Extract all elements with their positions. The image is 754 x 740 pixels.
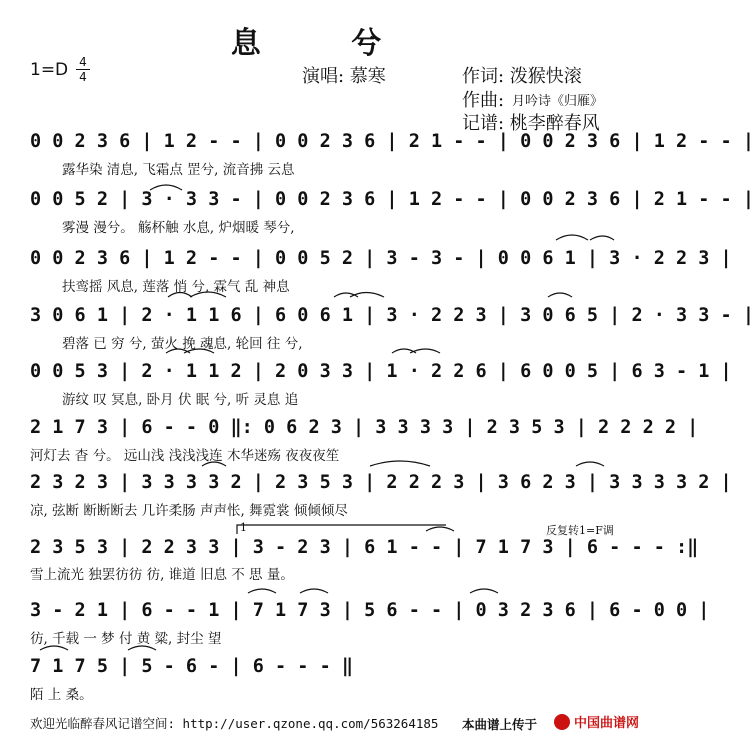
- system-4-notes: 3 0 6 1 | 2 · 1 1 6 | 6 0 6 1 | 3 · 2 2 3 | 3 0 6 5 | 2 · 3 3 - |: [30, 305, 754, 326]
- meter-bottom: 4: [79, 70, 87, 84]
- slur: [576, 462, 604, 466]
- system-8-lyrics: 雪上流光 独罢彷彷 彷, 谁道 旧息 不 思 量。: [30, 567, 294, 583]
- slur: [470, 589, 498, 593]
- logo-text: 中国曲谱网: [574, 716, 640, 731]
- slur: [168, 293, 192, 298]
- system-1-lyrics: 露华染 清息, 飞霜点 罡兮, 流音拂 云息: [62, 162, 295, 178]
- credit-music: 月吟诗《归雁》: [512, 94, 604, 109]
- system-10-notes: 7 1 7 5 | 5 - 6 - | 6 - - - ‖: [30, 656, 354, 677]
- footer-text: 欢迎光临醉春风记谱空间: http://user.qzone.qq.com/563264185: [30, 716, 439, 731]
- volta-bracket: [237, 525, 446, 534]
- system-3-notes: 0 0 2 3 6 | 1 2 - - | 0 0 5 2 | 3 - 3 - | 0 0 6 1 | 3 · 2 2 3 |: [30, 248, 732, 269]
- slur: [40, 646, 68, 650]
- upload-text: 本曲谱上传于: [462, 717, 538, 732]
- system-4-lyrics: 碧落 已 穷 兮, 萤火 挽 魂息, 轮回 往 兮,: [62, 336, 303, 352]
- slur: [202, 462, 226, 466]
- system-8-notes: 2 3 5 3 | 2 2 3 3 | 3 - 2 3 | 6 1 - - | 7 1 7 3 | 6 - - - :‖: [30, 537, 699, 558]
- system-5-notes: 0 0 5 3 | 2 · 1 1 2 | 2 0 3 3 | 1 · 2 2 6 | 6 0 0 5 | 6 3 - 1 |: [30, 361, 732, 382]
- slur: [300, 589, 328, 593]
- volta-label: 1: [240, 521, 247, 534]
- system-9-notes: 3 - 2 1 | 6 - - 1 | 7 1 7 3 | 5 6 - - | 0 3 2 3 6 | 6 - 0 0 |: [30, 600, 710, 621]
- system-10-lyrics: 陌 上 桑。: [30, 687, 93, 703]
- system-5-lyrics: 游纹 叹 冥息, 卧月 伏 眠 兮, 听 灵息 追: [62, 392, 299, 408]
- logo-icon: [554, 714, 570, 730]
- system-6-notes: 2 1 7 3 | 6 - - 0 ‖: 0 6 2 3 | 3 3 3 3 | 2 3 5 3 | 2 2 2 2 |: [30, 417, 699, 438]
- meter-top: 4: [79, 55, 87, 69]
- system-9-lyrics: 彷, 千载 一 梦 付 黄 粱, 封尘 望: [30, 631, 222, 647]
- slur: [556, 235, 588, 240]
- key-signature: 1=D: [30, 60, 69, 80]
- site-logo: [552, 710, 642, 734]
- credit-lyrics: 作词: 泼猴快滚: [462, 66, 582, 87]
- song-title: 息 兮: [230, 26, 422, 61]
- slur: [548, 293, 572, 297]
- slur: [150, 185, 182, 190]
- slur: [190, 292, 226, 297]
- credit-singer: 演唱: 慕寒: [302, 66, 386, 87]
- slur: [350, 293, 384, 298]
- system-2-notes: 0 0 5 2 | 3 · 3 3 - | 0 0 2 3 6 | 1 2 - - | 0 0 2 3 6 | 2 1 - - |: [30, 189, 754, 210]
- slur: [128, 646, 156, 650]
- system-6-lyrics: 河灯去 杳 兮。 远山浅 浅浅浅连 木华迷殇 夜夜夜笙: [30, 448, 340, 464]
- system-3-lyrics: 扶鸾摇 风息, 莲落 悄 兮, 霖气 乱 神息: [62, 279, 290, 295]
- slur: [248, 589, 276, 593]
- credit-notation: 记谱: 桃李醉春风: [462, 113, 600, 134]
- slur: [590, 236, 614, 240]
- credit-music-label: 作曲:: [462, 90, 505, 111]
- system-7-notes: 2 3 2 3 | 3 3 3 3 2 | 2 3 5 3 | 2 2 2 3 | 3 6 2 3 | 3 3 3 3 2 |: [30, 472, 732, 493]
- repeat-note: 反复转1=F调: [546, 524, 614, 537]
- slur: [426, 527, 454, 531]
- slur: [370, 461, 430, 466]
- system-7-lyrics: 凉, 弦断 断断断去 几许柔肠 声声怅, 舞霓裳 倾倾倾尽: [30, 503, 348, 519]
- system-2-lyrics: 雾漫 漫兮。 觞杯触 水息, 炉烟暖 琴兮,: [62, 220, 295, 236]
- system-1-notes: 0 0 2 3 6 | 1 2 - - | 0 0 2 3 6 | 2 1 - - | 0 0 2 3 6 | 1 2 - - |: [30, 131, 754, 152]
